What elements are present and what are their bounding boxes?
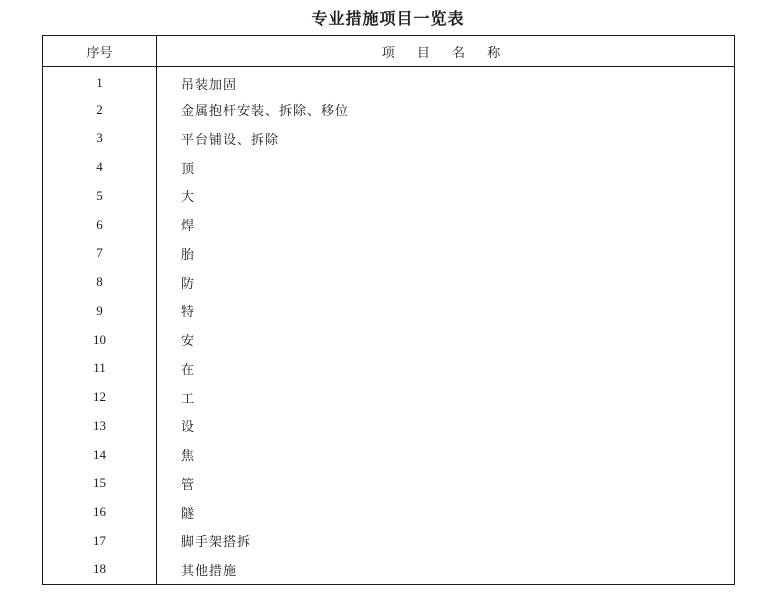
table-row <box>43 182 735 211</box>
table-row <box>43 67 735 96</box>
row-serial-number: 12 <box>43 383 157 412</box>
table-row <box>43 124 735 153</box>
row-item-name: 隧 <box>181 506 196 522</box>
measures-table <box>42 35 735 585</box>
row-item-name: 顶 <box>181 161 196 177</box>
row-item-name: 管 <box>181 477 196 493</box>
table-row <box>43 354 735 383</box>
row-item-name: 平台铺设、拆除 <box>181 132 280 148</box>
table-row <box>43 555 735 584</box>
row-item-name: 在 <box>181 362 196 378</box>
row-serial-number: 7 <box>43 239 157 268</box>
table-row <box>43 239 735 268</box>
row-item-name: 胎 <box>181 247 196 263</box>
row-serial-number: 8 <box>43 268 157 297</box>
row-item-name: 脚手架搭拆 <box>181 535 252 551</box>
row-serial-number: 5 <box>43 182 157 211</box>
row-serial-number: 11 <box>43 354 157 383</box>
row-item-name: 安 <box>181 334 196 350</box>
row-serial-number: 1 <box>43 67 157 96</box>
table-row <box>43 325 735 354</box>
row-serial-number: 16 <box>43 498 157 527</box>
table-row <box>43 469 735 498</box>
header-serial-number: 序号 <box>43 36 157 67</box>
row-item-name: 焦 <box>181 449 196 465</box>
row-item-name: 大 <box>181 190 196 206</box>
table-row <box>43 297 735 326</box>
row-item-name: 吊装加固 <box>181 77 238 93</box>
row-serial-number: 9 <box>43 297 157 326</box>
table-row <box>43 383 735 412</box>
row-item-name: 金属抱杆安装、拆除、移位 <box>181 104 350 120</box>
row-item-name: 设 <box>181 420 196 436</box>
table-row <box>43 95 735 124</box>
table-body <box>43 67 735 585</box>
table-row <box>43 527 735 556</box>
row-serial-number: 17 <box>43 527 157 556</box>
table-row <box>43 268 735 297</box>
document-title: 专业措施项目一览表 <box>311 9 465 28</box>
row-serial-number: 14 <box>43 440 157 469</box>
header-item-name: 项 目 名 称 <box>157 36 735 67</box>
table-row <box>43 498 735 527</box>
table-row <box>43 440 735 469</box>
row-serial-number: 10 <box>43 325 157 354</box>
row-serial-number: 18 <box>43 555 157 584</box>
row-item-name: 其他措施 <box>181 563 238 579</box>
row-serial-number: 6 <box>43 210 157 239</box>
table-header-row <box>43 36 735 67</box>
row-serial-number: 15 <box>43 469 157 498</box>
row-serial-number: 4 <box>43 153 157 182</box>
row-serial-number: 13 <box>43 412 157 441</box>
row-item-name: 防 <box>181 276 196 292</box>
table-row <box>43 412 735 441</box>
table-row <box>43 153 735 182</box>
table-row <box>43 210 735 239</box>
row-serial-number: 3 <box>43 124 157 153</box>
row-item-name: 焊 <box>181 219 196 235</box>
row-serial-number: 2 <box>43 95 157 124</box>
row-item-name: 特 <box>181 305 196 321</box>
row-item-name: 工 <box>181 391 196 407</box>
